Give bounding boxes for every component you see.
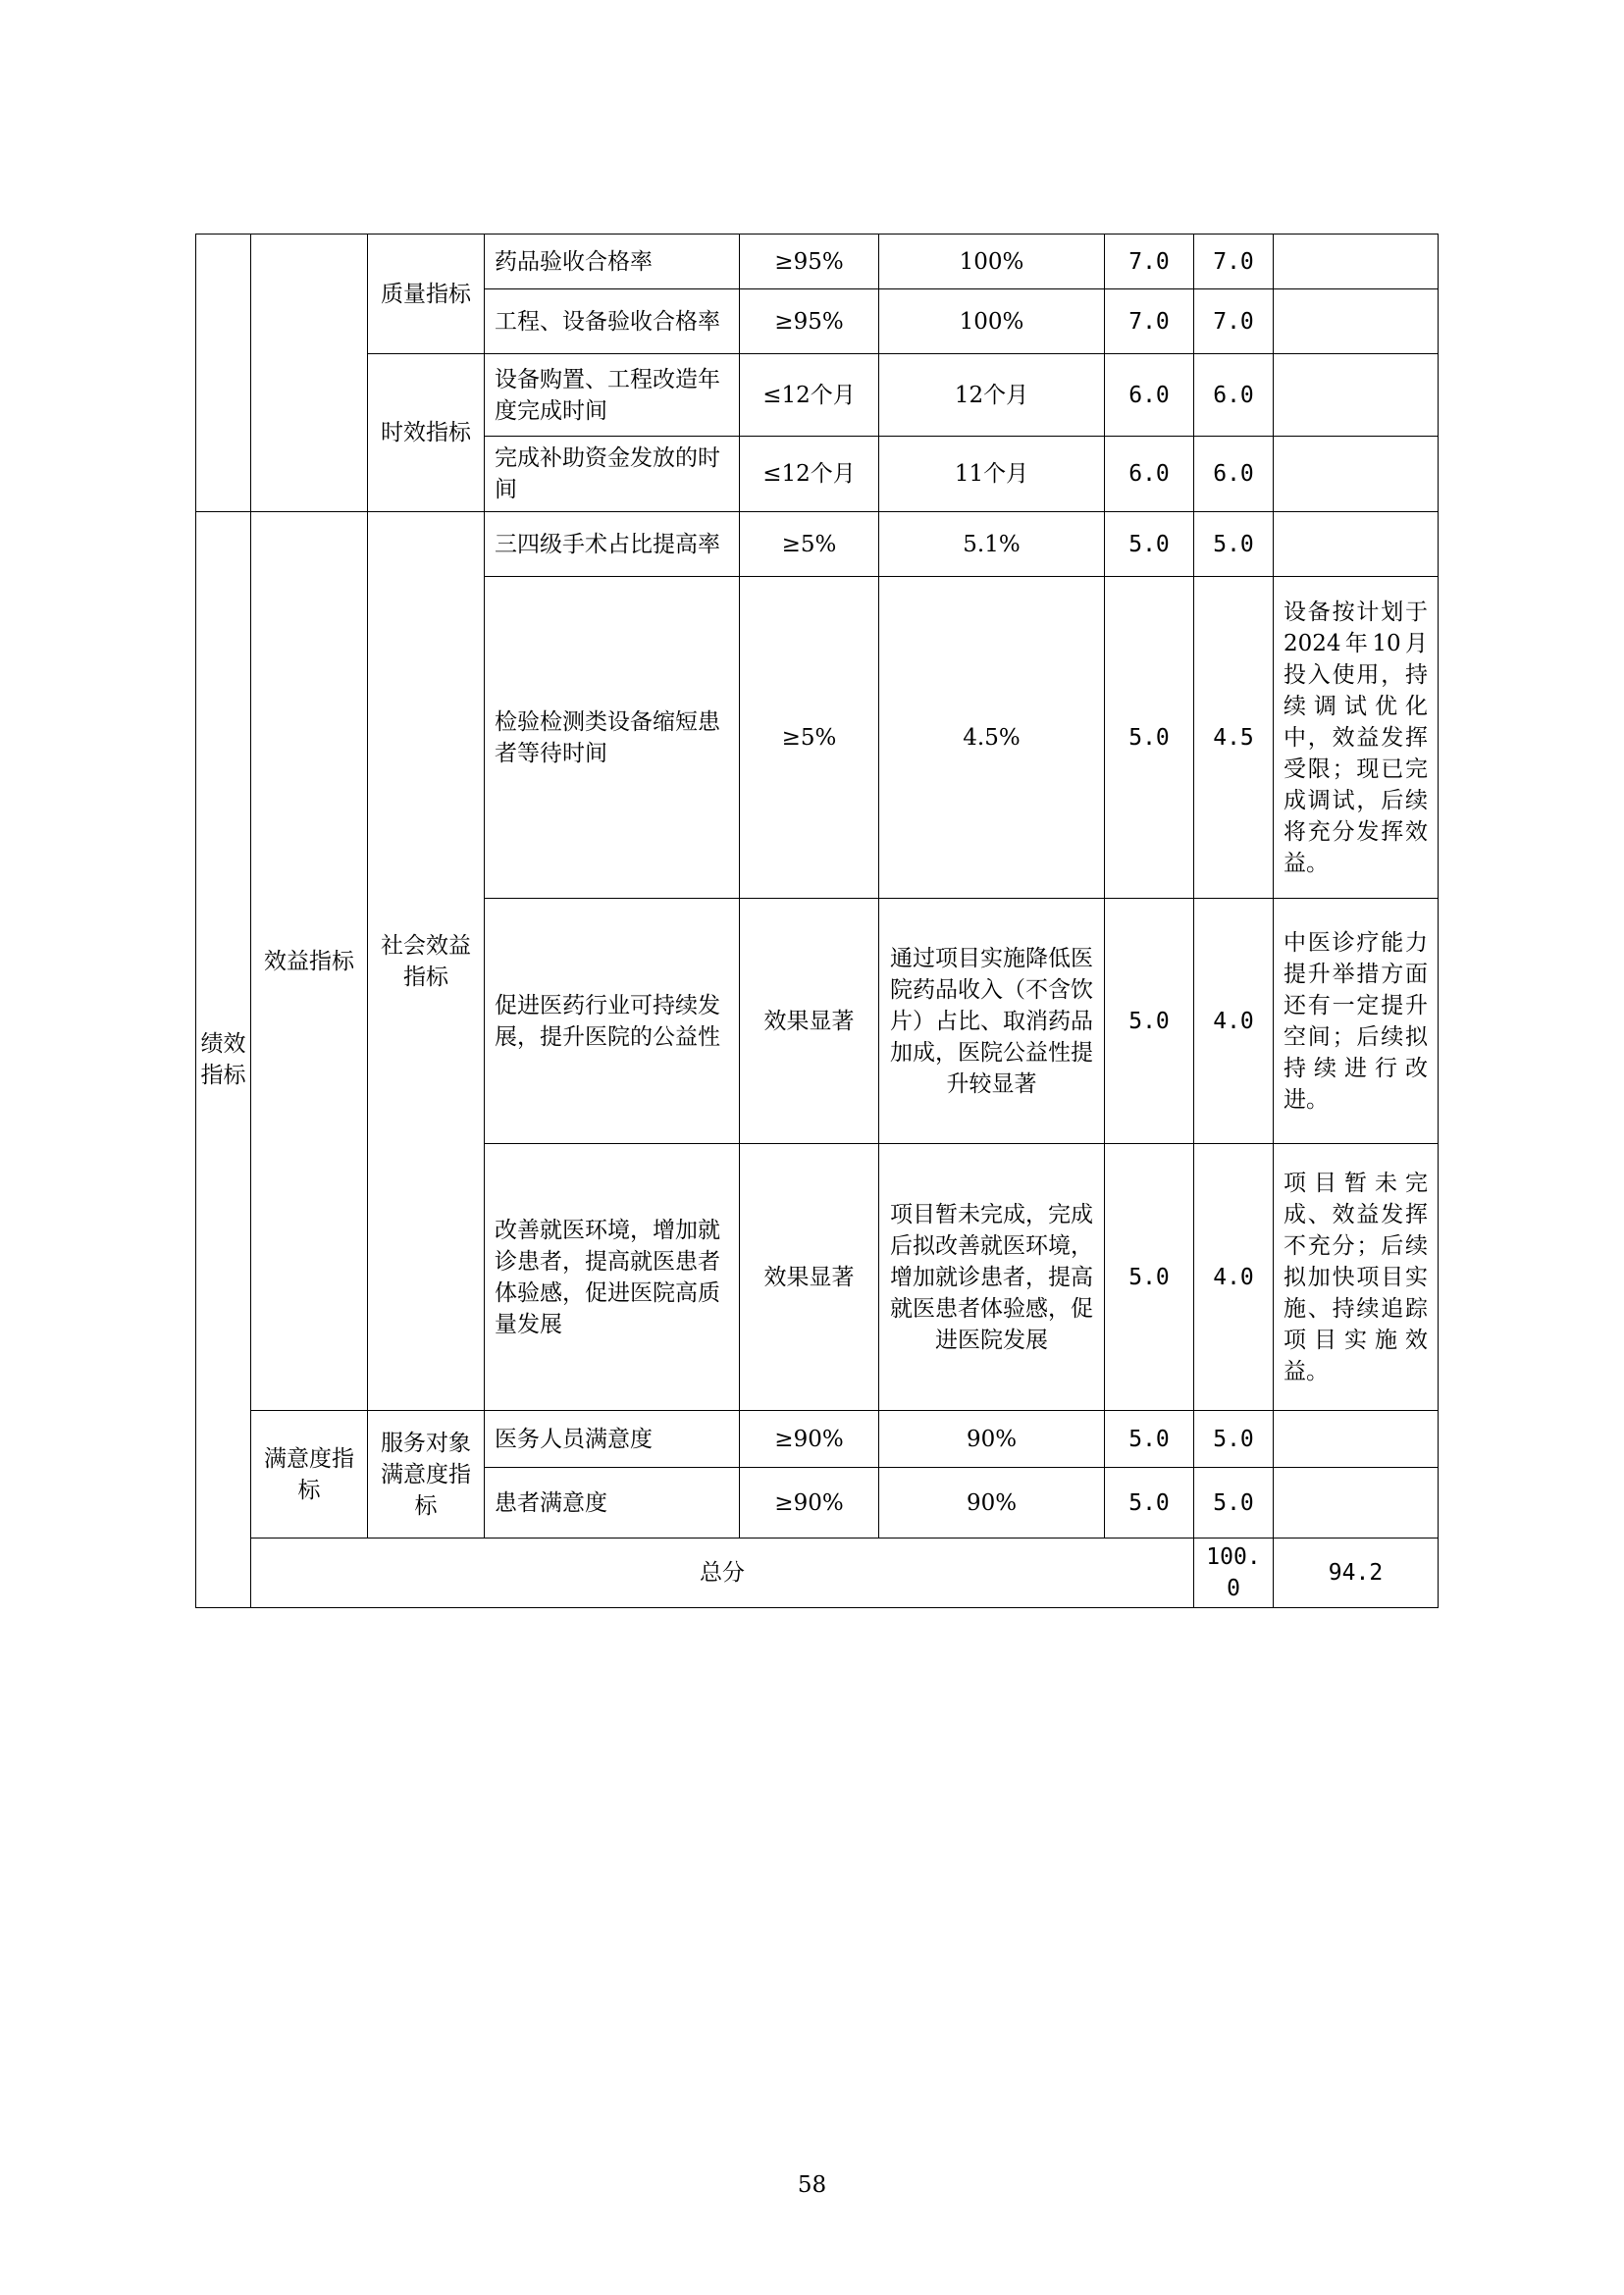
score-cell: 4.5 — [1194, 577, 1274, 899]
score-cell: 5.0 — [1194, 512, 1274, 577]
level1-cell-empty — [196, 235, 251, 512]
level3-cell: 时效指标 — [368, 354, 485, 512]
table-row — [196, 354, 1439, 437]
score-cell: 6.0 — [1194, 354, 1274, 437]
total-row — [196, 1539, 1439, 1608]
total-label: 总分 — [251, 1539, 1194, 1608]
target-cell: ≥95% — [740, 235, 879, 289]
remark-cell — [1274, 1468, 1439, 1539]
weight-cell: 5.0 — [1105, 1144, 1194, 1411]
target-cell: ≥90% — [740, 1411, 879, 1468]
performance-table — [195, 234, 1439, 1608]
actual-cell: 100% — [879, 289, 1105, 354]
level2-cell: 满意度指标 — [251, 1411, 368, 1539]
level1-cell: 绩效指标 — [196, 512, 251, 1608]
indicator-cell: 改善就医环境，增加就诊患者，提高就医患者体验感，促进医院高质量发展 — [485, 1144, 740, 1411]
indicator-cell: 医务人员满意度 — [485, 1411, 740, 1468]
actual-cell: 5.1% — [879, 512, 1105, 577]
remark-cell — [1274, 437, 1439, 512]
remark-cell: 中医诊疗能力提升举措方面还有一定提升空间；后续拟持续进行改进。 — [1274, 899, 1439, 1144]
weight-cell: 5.0 — [1105, 1411, 1194, 1468]
remark-cell — [1274, 289, 1439, 354]
page-number: 58 — [797, 2172, 827, 2198]
score-cell: 5.0 — [1194, 1411, 1274, 1468]
actual-cell: 11个月 — [879, 437, 1105, 512]
remark-cell: 项目暂未完成、效益发挥不充分；后续拟加快项目实施、持续追踪项目实施效益。 — [1274, 1144, 1439, 1411]
score-cell: 7.0 — [1194, 235, 1274, 289]
indicator-cell: 三四级手术占比提高率 — [485, 512, 740, 577]
target-cell: ≤12个月 — [740, 437, 879, 512]
total-weight: 100.0 — [1194, 1539, 1274, 1608]
score-cell: 4.0 — [1194, 1144, 1274, 1411]
level3-cell: 服务对象满意度指标 — [368, 1411, 485, 1539]
target-cell: 效果显著 — [740, 1144, 879, 1411]
indicator-cell: 检验检测类设备缩短患者等待时间 — [485, 577, 740, 899]
remark-cell — [1274, 1411, 1439, 1468]
indicator-cell: 工程、设备验收合格率 — [485, 289, 740, 354]
actual-cell: 12个月 — [879, 354, 1105, 437]
indicator-cell: 药品验收合格率 — [485, 235, 740, 289]
weight-cell: 5.0 — [1105, 512, 1194, 577]
indicator-cell: 设备购置、工程改造年度完成时间 — [485, 354, 740, 437]
table-row — [196, 1411, 1439, 1468]
weight-cell: 5.0 — [1105, 1468, 1194, 1539]
actual-cell: 90% — [879, 1468, 1105, 1539]
remark-cell — [1274, 235, 1439, 289]
remark-cell: 设备按计划于2024年10月投入使用，持续调试优化中，效益发挥受限；现已完成调试，后续将充分发挥效益。 — [1274, 577, 1439, 899]
weight-cell: 7.0 — [1105, 235, 1194, 289]
target-cell: ≤12个月 — [740, 354, 879, 437]
level2-cell: 效益指标 — [251, 512, 368, 1411]
level3-cell: 社会效益指标 — [368, 512, 485, 1411]
target-cell: ≥90% — [740, 1468, 879, 1539]
score-cell: 4.0 — [1194, 899, 1274, 1144]
level2-cell-empty — [251, 235, 368, 512]
actual-cell: 90% — [879, 1411, 1105, 1468]
actual-cell: 通过项目实施降低医院药品收入（不含饮片）占比、取消药品加成，医院公益性提升较显著 — [879, 899, 1105, 1144]
actual-cell: 4.5% — [879, 577, 1105, 899]
target-cell: 效果显著 — [740, 899, 879, 1144]
score-cell: 5.0 — [1194, 1468, 1274, 1539]
indicator-cell: 患者满意度 — [485, 1468, 740, 1539]
indicator-cell: 完成补助资金发放的时间 — [485, 437, 740, 512]
weight-cell: 5.0 — [1105, 899, 1194, 1144]
actual-cell: 100% — [879, 235, 1105, 289]
actual-cell: 项目暂未完成，完成后拟改善就医环境，增加就诊患者，提高就医患者体验感，促进医院发展 — [879, 1144, 1105, 1411]
score-cell: 7.0 — [1194, 289, 1274, 354]
indicator-cell: 促进医药行业可持续发展，提升医院的公益性 — [485, 899, 740, 1144]
remark-cell — [1274, 354, 1439, 437]
weight-cell: 5.0 — [1105, 577, 1194, 899]
weight-cell: 7.0 — [1105, 289, 1194, 354]
target-cell: ≥95% — [740, 289, 879, 354]
level3-cell: 质量指标 — [368, 235, 485, 354]
remark-cell — [1274, 512, 1439, 577]
table-row — [196, 235, 1439, 289]
weight-cell: 6.0 — [1105, 354, 1194, 437]
target-cell: ≥5% — [740, 512, 879, 577]
target-cell: ≥5% — [740, 577, 879, 899]
weight-cell: 6.0 — [1105, 437, 1194, 512]
table-row — [196, 512, 1439, 577]
total-score: 94.2 — [1274, 1539, 1439, 1608]
score-cell: 6.0 — [1194, 437, 1274, 512]
